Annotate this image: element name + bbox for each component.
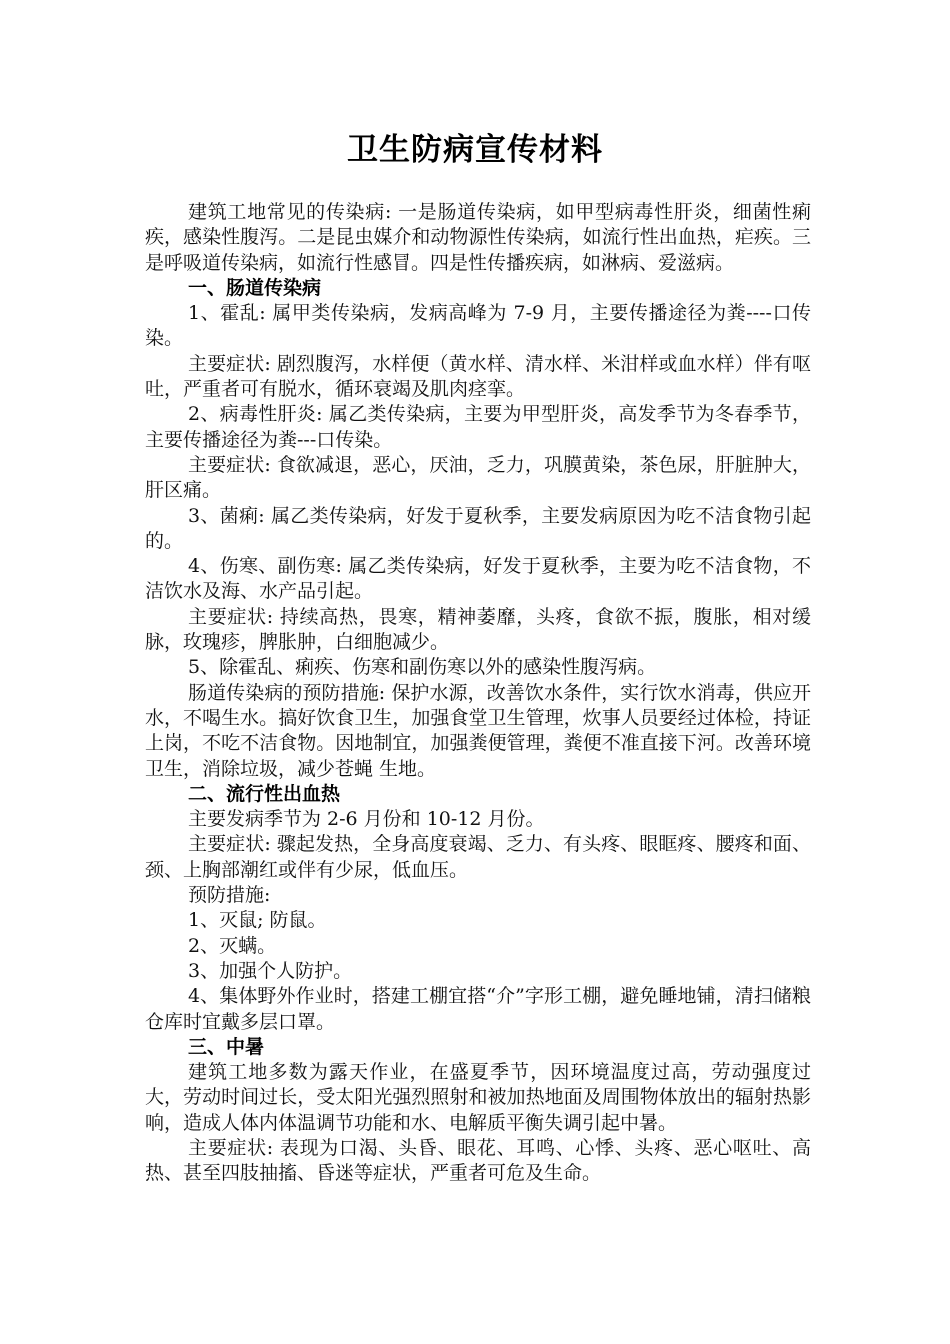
paragraph: 主要症状: 骤起发热，全身高度衰竭、乏力、有头疼、眼眶疼、腰疼和面、颈、上胸部潮红或伴有少尿，低血压。 — [145, 833, 811, 881]
paragraph: 主要症状: 持续高热，畏寒，精神萎靡，头疼，食欲不振，腹胀，相对缓脉，玫瑰疹，脾胀肿，白细胞减少。 — [145, 605, 811, 654]
section-intestinal-diseases — [145, 276, 811, 782]
paragraph: 1、霍乱: 属甲类传染病，发病高峰为 7-9 月，主要传播途径为粪----口传染。 — [145, 302, 811, 350]
section-heading: 二、流行性出血热 — [188, 782, 341, 805]
paragraph: 2、病毒性肝炎: 属乙类传染病，主要为甲型肝炎，高发季节为冬春季节，主要传播途径为粪---口传染。 — [145, 403, 811, 451]
paragraph: 主要症状: 表现为口渴、头昏、眼花、耳鸣、心悸、头疼、恶心呕吐、高热、甚至四肢抽搐、昏迷等症状，严重者可危及生命。 — [145, 1136, 811, 1185]
paragraph: 3、加强个人防护。 — [188, 959, 353, 982]
paragraph: 1、灭鼠; 防鼠。 — [188, 909, 327, 932]
paragraph: 肠道传染病的预防措施: 保护水源，改善饮水条件，实行饮水消毒，供应开水，不喝生水。搞好饮食卫生，加强食堂卫生管理，炊事人员要经过体检，持证上岗，不吃不洁食物。因地制宜，加强粪便管理，粪便不准直接下河。改善环境卫生，消除垃圾，减少苍蝇 生地。 — [145, 681, 811, 780]
paragraph: 主要症状: 剧烈腹泻，水样便（黄水样、清水样、米泔样或血水样）伴有呕吐，严重者可有脱水，循环衰竭及肌肉痉挛。 — [145, 352, 811, 401]
paragraph: 5、除霍乱、痢疾、伤寒和副伤寒以外的感染性腹泻病。 — [188, 656, 657, 679]
section-heatstroke — [145, 1035, 811, 1187]
paragraph: 主要发病季节为 2-6 月份和 10-12 月份。 — [188, 808, 545, 831]
section-heading: 三、中暑 — [188, 1035, 265, 1058]
paragraph: 4、集体野外作业时，搭建工棚宜搭“介”字形工棚，避免睡地铺，清扫储粮仓库时宜戴多层口罩。 — [145, 985, 811, 1033]
paragraph: 建筑工地多数为露天作业，在盛夏季节，因环境温度过高，劳动强度过大，劳动时间过长，受太阳光强烈照射和被加热地面及周围物体放出的辐射热影响，造成人体内体温调节功能和水、电解质平衡失调引起中暑。 — [145, 1061, 811, 1134]
paragraph: 3、菌痢: 属乙类传染病，好发于夏秋季，主要发病原因为吃不洁食物引起的。 — [145, 504, 811, 552]
paragraph: 4、伤寒、副伤寒: 属乙类传染病，好发于夏秋季，主要为吃不洁食物，不洁饮水及海、水产品引起。 — [145, 555, 811, 603]
section-heading: 一、肠道传染病 — [188, 276, 322, 299]
document-body — [145, 200, 811, 1187]
section-hemorrhagic-fever — [145, 782, 811, 1035]
paragraph: 预防措施: — [188, 884, 271, 907]
paragraph: 主要症状: 食欲减退，恶心，厌油，乏力，巩膜黄染，茶色尿，肝脏肿大，肝区痛。 — [145, 453, 811, 502]
paragraph: 2、灭螨。 — [188, 934, 277, 957]
document-title: 卫生防病宣传材料 — [347, 132, 603, 168]
intro-paragraph: 建筑工地常见的传染病: 一是肠道传染病，如甲型病毒性肝炎，细菌性痢疾，感染性腹泻。二是昆虫媒介和动物源性传染病，如流行性出血热，疟疾。三是呼吸道传染病，如流行性感冒。四是性传播疾病，如淋病、爱滋病。 — [145, 201, 811, 274]
